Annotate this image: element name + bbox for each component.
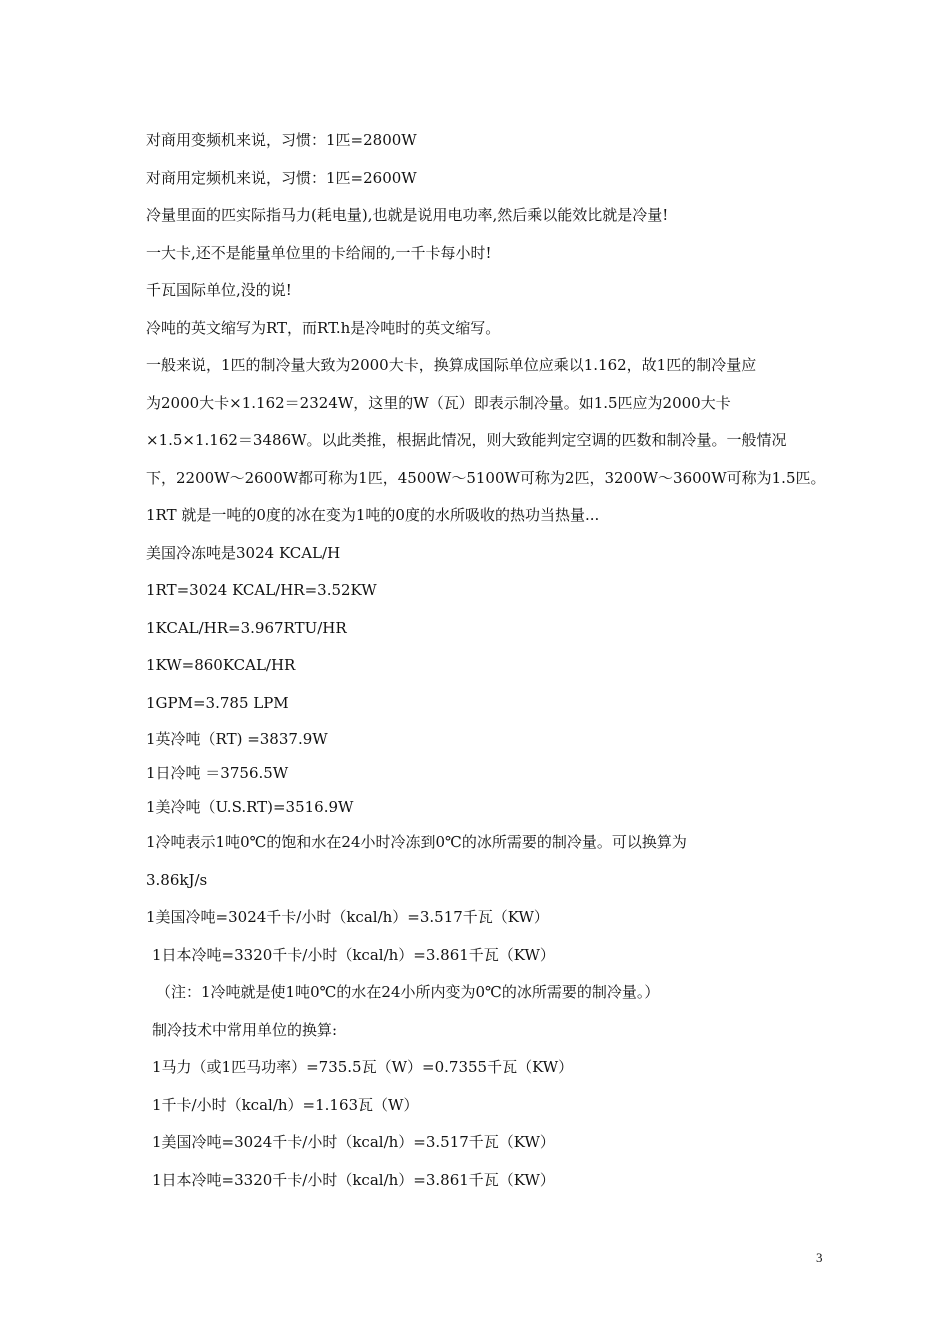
paragraph: 1英冷吨（RT) =3837.9W — [146, 730, 328, 748]
paragraph: 1日本冷吨=3320千卡/小时（kcal/h）=3.861千瓦（KW） — [152, 945, 555, 964]
paragraph: 1冷吨表示1吨0℃的饱和水在24小时冷冻到0℃的冰所需要的制冷量。可以换算为 — [146, 833, 687, 851]
paragraph: 一大卡,还不是能量单位里的卡给闹的,一千卡每小时! — [146, 243, 492, 262]
paragraph: 为2000大卡×1.162＝2324W，这里的W（瓦）即表示制冷量。如1.5匹应为2000大卡 — [146, 393, 731, 412]
paragraph: 1KW=860KCAL/HR — [146, 656, 296, 674]
paragraph: 1日冷吨 ＝3756.5W — [146, 764, 289, 782]
paragraph: 一般来说，1匹的制冷量大致为2000大卡，换算成国际单位应乘以1.162，故1匹的制冷量应 — [146, 356, 757, 374]
page-number: 3 — [816, 1250, 823, 1265]
paragraph: 1KCAL/HR=3.967RTU/HR — [146, 618, 347, 637]
paragraph: 1GPM=3.785 LPM — [146, 693, 289, 712]
paragraph: 下，2200W～2600W都可称为1匹，4500W～5100W可称为2匹，3200W～3600W可称为1.5匹。 — [146, 468, 826, 487]
paragraph: 美国冷冻吨是3024 KCAL/H — [146, 543, 341, 562]
paragraph: 对商用定频机来说，习惯：1匹=2600W — [146, 168, 417, 187]
paragraph: 冷吨的英文缩写为RT，而RT.h是冷吨时的英文缩写。 — [146, 318, 501, 337]
paragraph: 对商用变频机来说，习惯：1匹=2800W — [146, 131, 417, 149]
paragraph: 1RT 就是一吨的0度的冰在变为1吨的0度的水所吸收的热功当热量... — [146, 506, 600, 524]
paragraph: 1美国冷吨=3024千卡/小时（kcal/h）=3.517千瓦（KW） — [152, 1133, 555, 1151]
paragraph: 1日本冷吨=3320千卡/小时（kcal/h）=3.861千瓦（KW） — [152, 1170, 555, 1189]
paragraph: 冷量里面的匹实际指马力(耗电量),也就是说用电功率,然后乘以能效比就是冷量! — [146, 206, 669, 224]
paragraph: 千瓦国际单位,没的说! — [146, 281, 292, 299]
paragraph: 1千卡/小时（kcal/h）=1.163瓦（W） — [152, 1095, 419, 1114]
paragraph: 1马力（或1匹马功率）=735.5瓦（W）=0.7355千瓦（KW） — [152, 1058, 574, 1076]
document-body — [146, 122, 826, 1199]
paragraph: 1美国冷吨=3024千卡/小时（kcal/h）=3.517千瓦（KW） — [146, 908, 549, 926]
paragraph: 制冷技术中常用单位的换算: — [152, 1020, 338, 1039]
paragraph: （注：1冷吨就是使1吨0℃的水在24小所内变为0℃的冰所需要的制冷量。） — [156, 983, 660, 1001]
paragraph: 1美冷吨（U.S.RT)=3516.9W — [146, 798, 354, 816]
paragraph: 1RT=3024 KCAL/HR=3.52KW — [146, 581, 377, 599]
paragraph: 3.86kJ/s — [146, 870, 208, 889]
paragraph: ×1.5×1.162＝3486W。以此类推，根据此情况，则大致能判定空调的匹数和制冷量。一般情况 — [146, 431, 787, 449]
